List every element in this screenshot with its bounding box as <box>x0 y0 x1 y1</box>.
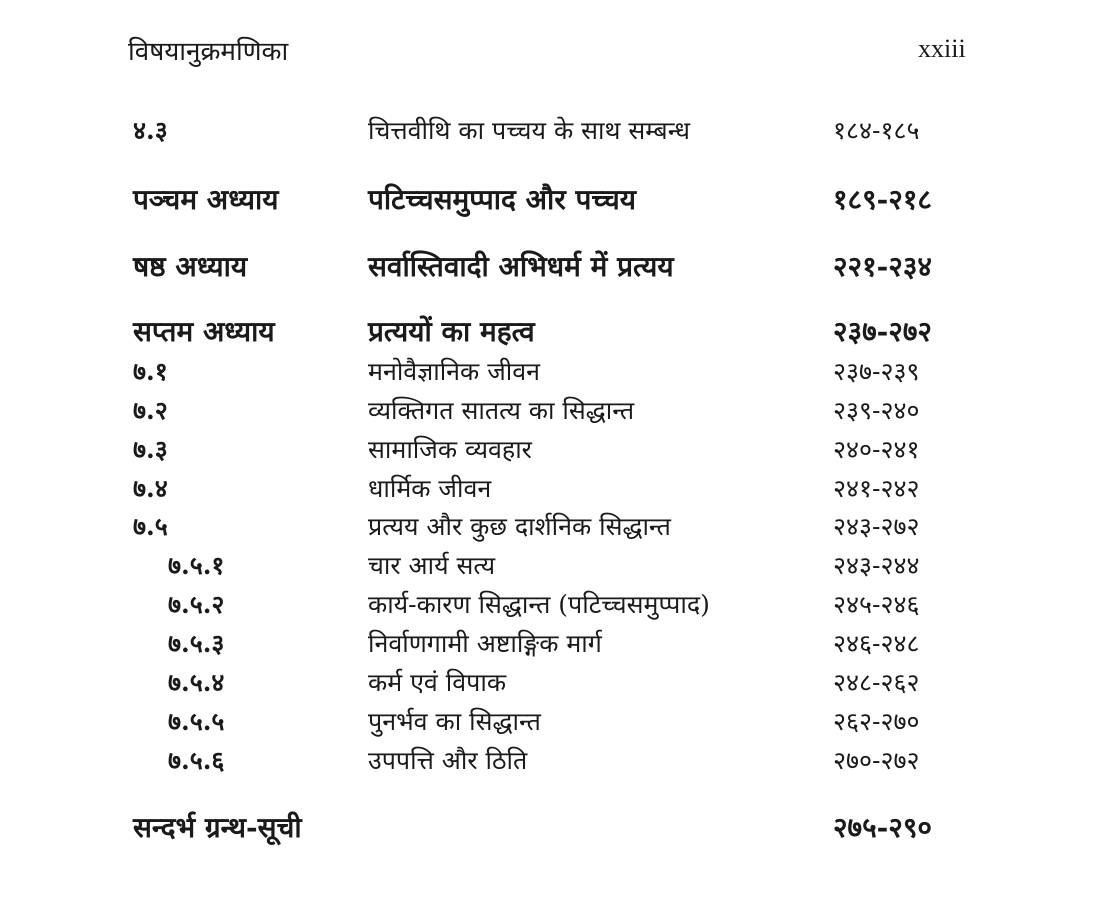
chapter-title: पटिच्चसमुप्पाद और पच्चय <box>368 183 636 216</box>
toc-subentry <box>0 587 1100 623</box>
chapter-title: प्रत्ययों का महत्व <box>368 315 535 348</box>
toc-entry <box>0 471 1100 507</box>
page-range: २३७-२३९ <box>833 357 920 386</box>
toc-entry <box>0 393 1100 429</box>
section-number: ७.५ <box>133 512 168 541</box>
toc-entry <box>0 113 1100 149</box>
section-title: व्यक्तिगत सातत्य का सिद्धान्त <box>368 396 635 425</box>
section-title: प्रत्यय और कुछ दार्शनिक सिद्धान्त <box>368 512 671 541</box>
page-range: २३७-२७२ <box>833 315 932 348</box>
page-range: १८९-२१८ <box>833 183 932 216</box>
toc-bibliography <box>0 808 1100 844</box>
toc-entry <box>0 509 1100 545</box>
running-header-title: विषयानुक्रमणिका <box>128 37 289 67</box>
page-range: १८४-१८५ <box>833 116 920 145</box>
page-range: २७०-२७२ <box>833 746 920 775</box>
subsection-title: चार आर्य सत्य <box>368 551 496 580</box>
subsection-number: ७.५.२ <box>168 590 225 619</box>
subsection-title: पुनर्भव का सिद्धान्त <box>368 707 541 736</box>
subsection-title: कार्य-कारण सिद्धान्त (पटिच्चसमुप्पाद) <box>368 590 710 619</box>
subsection-title: निर्वाणगामी अष्टाङ्गिक मार्ग <box>368 629 602 658</box>
subsection-title: उपपत्ति और ठिति <box>368 746 528 775</box>
toc-subentry <box>0 548 1100 584</box>
chapter-label: सप्तम अध्याय <box>133 315 275 348</box>
subsection-number: ७.५.५ <box>168 707 225 736</box>
section-title: सामाजिक व्यवहार <box>368 435 532 464</box>
section-number: ७.२ <box>133 396 168 425</box>
bibliography-label: सन्दर्भ ग्रन्थ-सूची <box>133 811 302 844</box>
chapter-label: पञ्चम अध्याय <box>133 183 279 216</box>
page-number: xxiii <box>918 34 966 63</box>
subsection-number: ७.५.१ <box>168 551 225 580</box>
chapter-label: षष्ठ अध्याय <box>133 250 248 283</box>
toc-chapter <box>0 180 1100 216</box>
page-range: २४८-२६२ <box>833 668 920 697</box>
section-number: ७.३ <box>133 435 168 464</box>
subsection-number: ७.५.६ <box>168 746 225 775</box>
toc-subentry <box>0 743 1100 779</box>
section-title: धार्मिक जीवन <box>368 474 492 503</box>
page-range: २४१-२४२ <box>833 474 920 503</box>
page-range: २४०-२४१ <box>833 435 920 464</box>
section-title: चित्तवीथि का पच्चय के साथ सम्बन्ध <box>368 116 691 145</box>
section-number: ४.३ <box>133 116 168 145</box>
toc-chapter <box>0 312 1100 348</box>
page-range: २७५-२९० <box>833 811 932 844</box>
subsection-title: कर्म एवं विपाक <box>368 668 507 697</box>
toc-subentry <box>0 665 1100 701</box>
page-range: २४३-२७२ <box>833 512 920 541</box>
chapter-title: सर्वास्तिवादी अभिधर्म में प्रत्यय <box>368 250 674 283</box>
section-number: ७.१ <box>133 357 168 386</box>
toc-subentry <box>0 704 1100 740</box>
toc-chapter <box>0 247 1100 283</box>
toc-entry <box>0 354 1100 390</box>
page-range: २६२-२७० <box>833 707 920 736</box>
toc-subentry <box>0 626 1100 662</box>
subsection-number: ७.५.३ <box>168 629 225 658</box>
page-range: २२१-२३४ <box>833 250 932 283</box>
page-range: २४६-२४८ <box>833 629 920 658</box>
page-range: २४५-२४६ <box>833 590 920 619</box>
subsection-number: ७.५.४ <box>168 668 225 697</box>
toc-entry <box>0 432 1100 468</box>
page-range: २३९-२४० <box>833 396 920 425</box>
section-number: ७.४ <box>133 474 168 503</box>
page-range: २४३-२४४ <box>833 551 920 580</box>
section-title: मनोवैज्ञानिक जीवन <box>368 357 540 386</box>
